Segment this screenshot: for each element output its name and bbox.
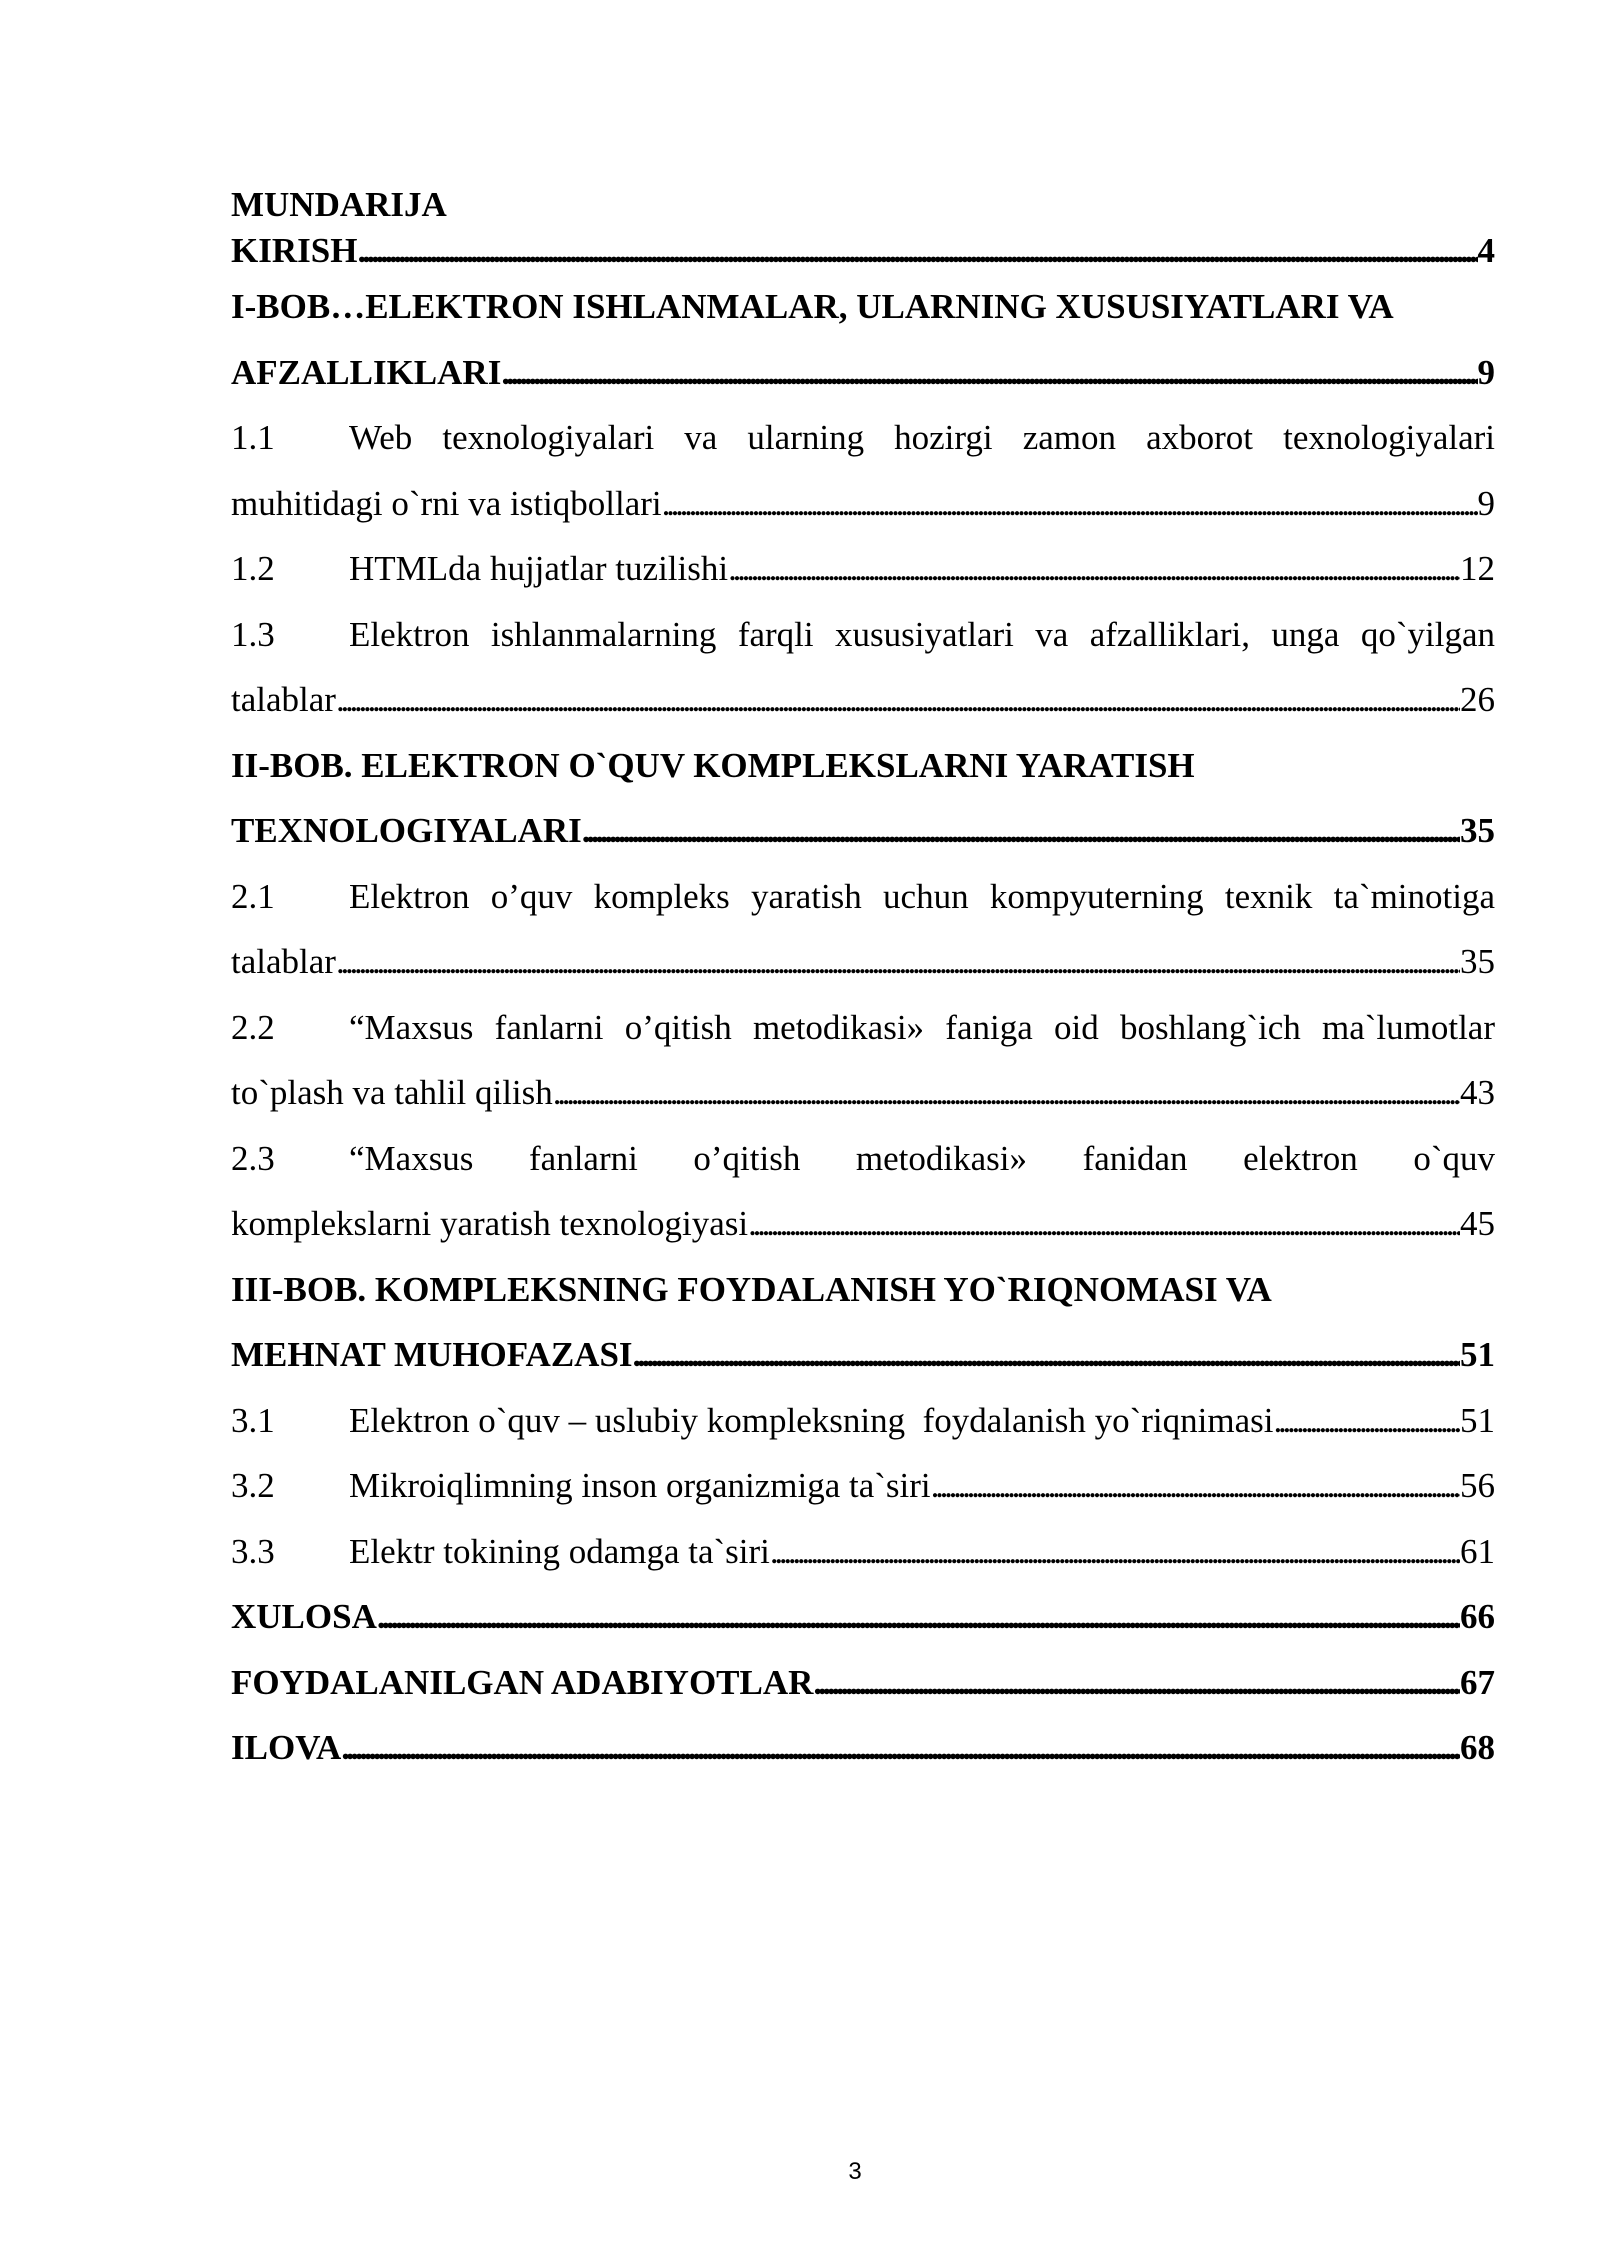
toc-entry-title: talablar [231,942,336,981]
toc-entry-number: 3.2 [231,1466,275,1505]
toc-entry-3-2[interactable] [231,1453,1495,1519]
dot-leader [336,929,1460,995]
dot-leader [662,471,1478,537]
dot-leader [728,536,1460,602]
toc-entry-2-3-line1[interactable] [231,1126,1495,1192]
toc-entry-chapter-2-line2[interactable] [231,798,1495,864]
toc-entry-chapter-2-line1[interactable] [231,733,1495,799]
toc-entry-title: TEXNOLOGIYALARI [231,811,582,850]
toc-entry-number: 1.2 [231,549,275,588]
toc-entry-title: Mikroiqlimning inson organizmiga ta`siri [349,1466,931,1505]
toc-entry-title: “Maxsus fanlarni o’qitish metodikasi» faniga oid boshlang`ich ma`lumotlar [349,1007,1495,1047]
toc-entry-number: 2.3 [231,1138,275,1178]
toc-entry-3-1[interactable] [231,1388,1495,1454]
toc-entry-1-3-line1[interactable] [231,602,1495,668]
dot-leader [633,1322,1460,1388]
toc-entry-2-2-line1[interactable] [231,995,1495,1061]
toc-entry-page: 51 [1460,1335,1495,1374]
toc-entry-title: “Maxsus fanlarni o’qitish metodikasi» fanidan elektron o`quv [349,1138,1495,1178]
toc-entry-1-3-line2[interactable] [231,667,1495,733]
toc-entry-xulosa[interactable] [231,1584,1495,1650]
toc-entry-title: muhitidagi o`rni va istiqbollari [231,483,662,523]
toc-entry-number: 1.3 [231,614,275,654]
toc-entry-number: 3.1 [231,1400,275,1440]
toc-entry-1-2[interactable] [231,536,1495,602]
dot-leader [931,1453,1460,1519]
toc-entry-chapter-1-line1[interactable] [231,274,1495,340]
toc-entry-page: 61 [1460,1531,1495,1571]
dot-leader [813,1650,1460,1716]
toc-entry-title: talablar [231,680,336,719]
dot-leader [553,1060,1460,1126]
toc-entry-2-2-line2[interactable] [231,1060,1495,1126]
toc-entry-page: 67 [1460,1662,1495,1702]
table-of-contents [231,182,1495,1781]
toc-entry-2-1-line1[interactable] [231,864,1495,930]
toc-entry-title: Elektron o`quv – uslubiy kompleksning foydalanish yo`riqnimasi [349,1400,1274,1440]
toc-entry-title: MEHNAT MUHOFAZASI [231,1335,633,1374]
toc-entry-page: 4 [1477,231,1495,270]
toc-entry-page: 51 [1460,1400,1495,1440]
toc-entry-title: XULOSA [231,1597,377,1636]
dot-leader [770,1519,1460,1585]
toc-entry-number: 2.2 [231,1007,275,1047]
toc-entry-page: 35 [1460,942,1495,981]
toc-entry-title: ILOVA [231,1728,342,1767]
toc-entry-bibliography[interactable] [231,1650,1495,1716]
toc-entry-page: 56 [1460,1466,1495,1505]
toc-entry-2-1-line2[interactable] [231,929,1495,995]
toc-entry-title: KIRISH [231,231,358,270]
dot-leader [748,1191,1460,1257]
toc-entry-title: to`plash va tahlil qilish [231,1073,553,1112]
dot-leader [1273,1388,1460,1454]
page-number: 3 [848,2158,862,2185]
toc-entry-page: 26 [1460,680,1495,719]
toc-entry-title: Elektron ishlanmalarning farqli xususiyatlari va afzalliklari, unga qo`yilgan [349,614,1495,654]
toc-entry-page: 45 [1460,1204,1495,1243]
toc-entry-page: 12 [1460,549,1495,588]
toc-entry-chapter-3-line2[interactable] [231,1322,1495,1388]
toc-entry-page: 9 [1477,352,1495,392]
dot-leader [582,798,1460,864]
toc-entry-title: Web texnologiyalari va ularning hozirgi zamon axborot texnologiyalari [349,418,1495,457]
toc-entry-chapter-3-line1[interactable] [231,1257,1495,1323]
toc-entry-page: 68 [1460,1728,1495,1767]
toc-entry-title: III-BOB. KOMPLEKSNING FOYDALANISH YO`RIQNOMASI VA [231,1269,1272,1309]
toc-entry-title: I-BOB…ELEKTRON ISHLANMALAR, ULARNING XUSUSIYATLARI VA [231,287,1394,326]
dot-leader [341,1715,1460,1781]
toc-entry-title: AFZALLIKLARI [231,352,502,392]
toc-heading: MUNDARIJA [231,185,447,224]
toc-entry-2-3-line2[interactable] [231,1191,1495,1257]
toc-entry-chapter-1-line2[interactable] [231,340,1495,406]
toc-entry-number: 3.3 [231,1531,275,1571]
toc-entry-page: 9 [1477,483,1495,523]
toc-entry-title: Elektr tokining odamga ta`siri [349,1531,770,1571]
toc-entry-title: FOYDALANILGAN ADABIYOTLAR [231,1662,814,1702]
toc-entry-page: 43 [1460,1073,1495,1112]
toc-entry-number: 1.1 [231,418,275,457]
toc-entry-title: II-BOB. ELEKTRON O`QUV KOMPLEKSLARNI YARATISH [231,745,1195,785]
toc-entry-ilova[interactable] [231,1715,1495,1781]
toc-entry-page: 35 [1460,811,1495,850]
toc-entry-page: 66 [1460,1597,1495,1636]
toc-entry-number: 2.1 [231,876,275,916]
toc-entry-1-1-line1[interactable] [231,405,1495,471]
toc-entry-3-3[interactable] [231,1519,1495,1585]
toc-entry-title: komplekslarni yaratish texnologiyasi [231,1204,749,1243]
toc-entry-title: HTMLda hujjatlar tuzilishi [349,549,729,588]
toc-entry-1-1-line2[interactable] [231,471,1495,537]
toc-entry-kirish[interactable] [231,228,1495,274]
dot-leader [357,228,1477,274]
toc-entry-title: Elektron o’quv kompleks yaratish uchun kompyuterning texnik ta`minotiga [349,876,1495,916]
dot-leader [336,667,1460,733]
dot-leader [501,340,1477,406]
dot-leader [377,1584,1460,1650]
